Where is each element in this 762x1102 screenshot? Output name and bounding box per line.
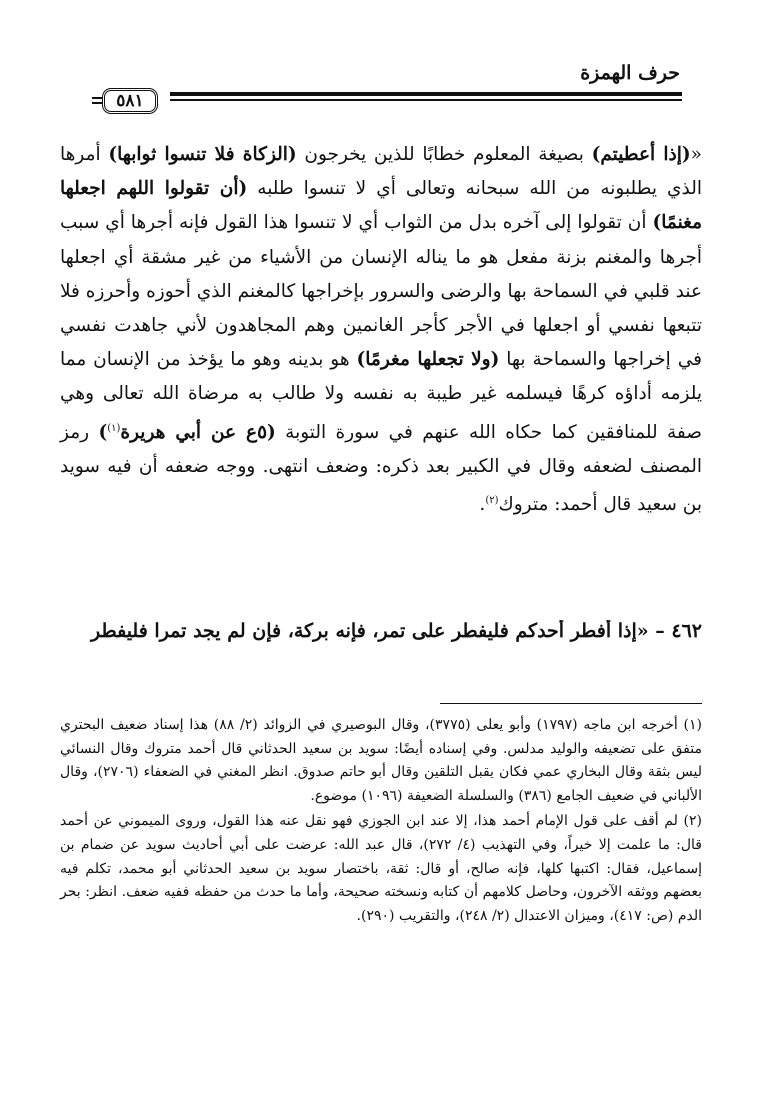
- hadith-phrase: (ولا تجعلها مغرمًا): [356, 349, 500, 371]
- commentary-text: أن تقولوا إلى آخره بدل من الثواب أي لا تنسوا هذا القول فإنه أجرها أي سبب أجرها والمغنم بزنة مفعل هو ما يناله الإنسان من الأشياء من غير مشقة أي اجعلها عند قلبي في السماحة بها والرضى والسرور بإخراجها كالمغنم الذي أحوزه وأحرزه فلا تتبعها نفسي أو اجعلها في الأجر كأجر الغانمين وهم المجاهدون لأني جاهدت نفسي في إخراجها والسماحة بها: [60, 212, 702, 371]
- commentary-text: أمرها الذي يطلبونه من الله سبحانه وتعالى أي لا تنسوا طلبه: [60, 144, 703, 200]
- page-number-connector: [92, 97, 102, 99]
- commentary-text: هو بدينه وهو ما يؤخذ من الإنسان مما يلزمه أداؤه كرهًا فيسلمه غير طيبة به نفسه ولا طالب به مرضاة الله تعالى وهي صفة للمنافقين كما حكاه الله عنهم في سورة التوبة: [60, 349, 703, 443]
- hadith-line: ٤٦٢ – «إذا أفطر أحدكم فليفطر على تمر، فإنه بركة، فإن لم يجد تمرا فليفطر: [91, 620, 702, 642]
- quote-mark: «: [690, 144, 702, 165]
- footnote-1: (١) أخرجه ابن ماجه (١٧٩٧) وأبو يعلى (٣٧٧٥)، وقال البوصيري في الزوائد (٢/ ٨٨) هذا إسناد ضعيف البحتري متفق على تضعيفه والوليد مدلس. وفي إسناده أيضًا: سويد بن سعيد الحدثاني قال أحمد متروك وقال النسائي ليس بثقة وقال البخاري عمي فكان يقبل التلقين وقال أبو حاتم صدوق. انظر المغني في الضعفاء (٢٧٠٦)، وقال الألباني في ضعيف الجامع (٣٨٦) والسلسلة الضعيفة (١٠٩٦) موضوع.: [60, 717, 702, 804]
- footnote-2: (٢) لم أقف على قول الإمام أحمد هذا، إلا عند ابن الجوزي فهو نقل عنه هذا القول، وروى الميموني عن أحمد قال: ما علمت إلا خيراً، وفي التهذيب (٤/ ٢٧٢)، قال عبد الله: عرضت على أبي أحاديث سويد عن ضمام بن إسماعيل، فقال: اكتبها كلها، فإنه صالح، أو قال: ثقة، باختصار سويد بن سعيد الحدثاني أبو محمد، تكلم فيه بعضهم ووثقه الآخرون، وحاصل كلامهم أن كتابه ونسخته صحيحة، وأما ما حدث من حفظه ففيه ضعف. انظر: بحر الدم (ص: ٤١٧)، وميزان الاعتدال (٢/ ٢٤٨)، والتقريب (٢٩٠).: [60, 813, 703, 924]
- running-title: حرف الهمزة: [580, 62, 680, 84]
- footnotes: [60, 714, 702, 930]
- header-rule-thick: [170, 92, 682, 96]
- commentary-text: .: [479, 494, 486, 516]
- hadith-phrase: (إذا أعطيتم): [591, 144, 691, 165]
- footnote-separator: [440, 703, 702, 704]
- hadith-phrase: (الزكاة فلا تنسوا ثوابها): [108, 144, 297, 165]
- footnote-marker[interactable]: (٢): [485, 495, 499, 507]
- commentary-paragraph: [60, 138, 702, 523]
- source-reference: (٥ع عن أبي هريرة: [120, 421, 276, 443]
- page-number-connector: [92, 102, 102, 104]
- hadith-phrase: (أن تقولوا اللهم اجعلها مغنمًا): [60, 178, 702, 234]
- source-reference-close: ): [98, 421, 108, 443]
- page-number: ٥٨١: [102, 88, 158, 114]
- footnote-marker[interactable]: (١): [107, 422, 121, 434]
- commentary-text: بصيغة المعلوم خطابًا للذين يخرجون: [296, 144, 592, 165]
- commentary-text: رمز المصنف لضعفه وقال في الكبير بعد ذكره: وضعف انتهى. ووجه ضعفه أن فيه سويد بن سعيد قال أحمد: متروك: [60, 421, 702, 516]
- header-rule-thin: [170, 99, 682, 101]
